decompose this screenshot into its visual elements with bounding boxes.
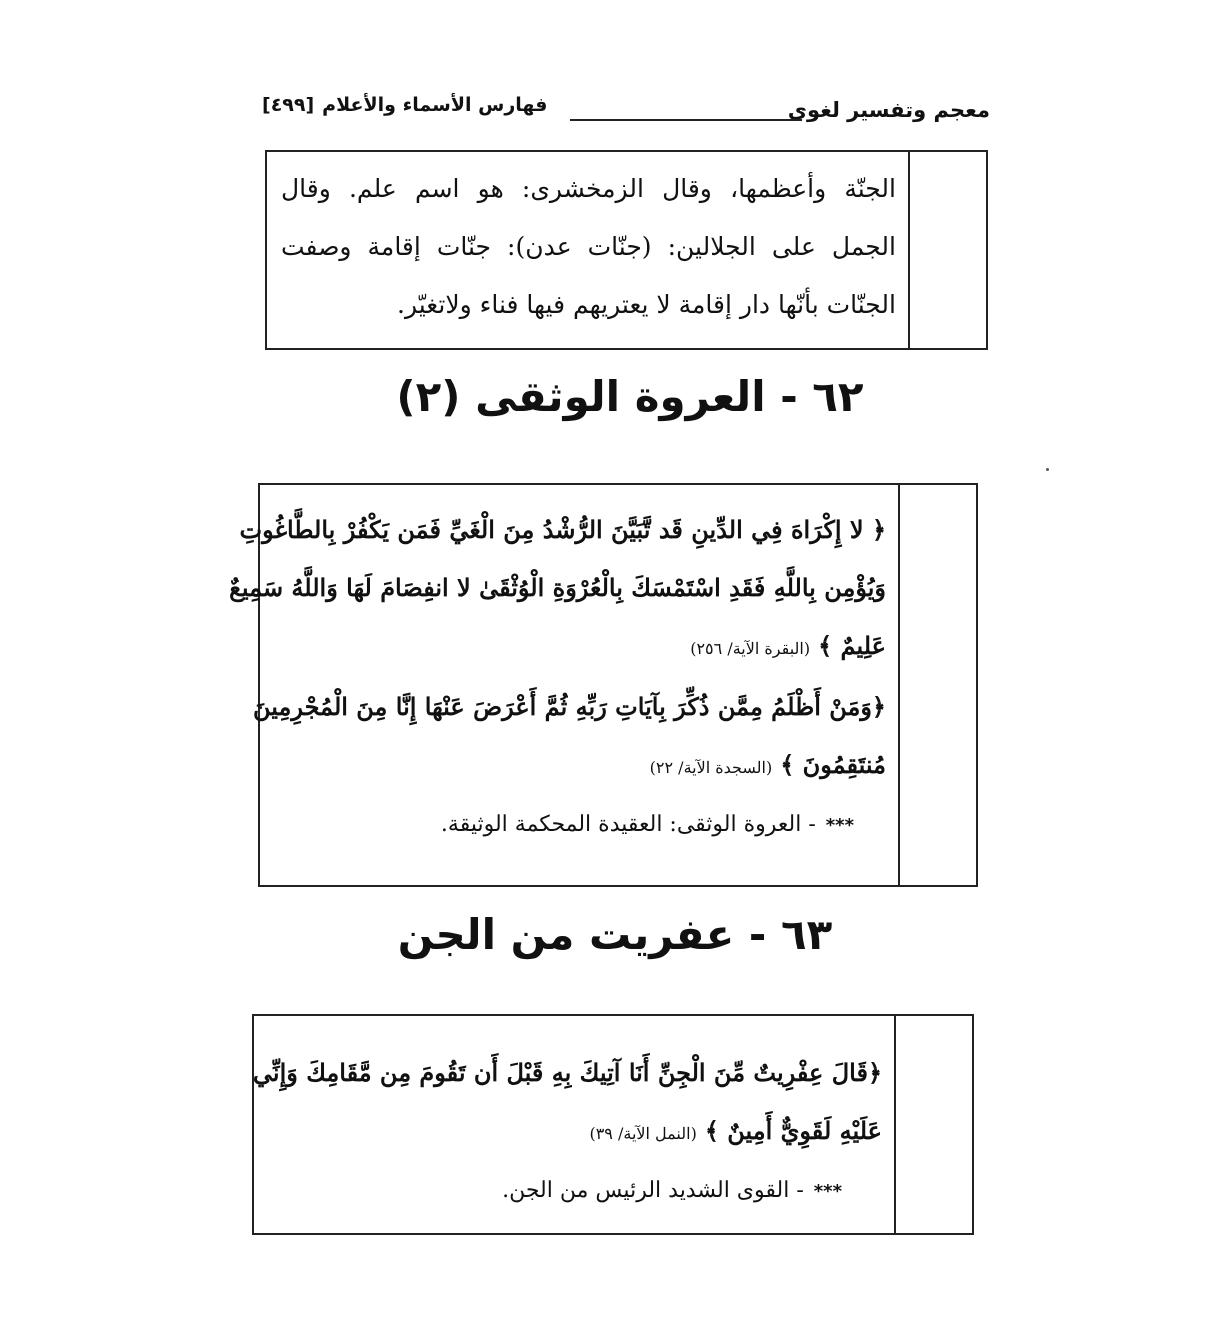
entry-62-content: [229, 485, 900, 885]
verse-text: عَلِيمٌ ﴾: [818, 631, 886, 660]
entry-61-continued-box: [265, 150, 988, 350]
book-title: معجم وتفسير لغوى: [787, 98, 990, 122]
entry-62-box: [229, 483, 978, 887]
definition-note: [268, 1163, 882, 1220]
verse-line: ﴿قَالَ عِفْرِيتٌ مِّنَ الْجِنِّ أَنَا آتِيكَ بِهِ قَبْلَ أَن تَقُومَ مِن مَّقَامِكَ وَإِنِّي: [252, 1058, 882, 1087]
entry-63-box: [252, 1014, 974, 1235]
margin-column: [894, 1016, 972, 1233]
text-line: الجنّات بأنّها دار إقامة لا يعتريهم فيها فناء ولاتغيّر.: [397, 290, 896, 319]
verse-text: عَلَيْهِ لَقَوِيٌّ أَمِينٌ ﴾: [704, 1116, 882, 1145]
entry-62-heading: ٦٢ - العروة الوثقى (٢): [396, 372, 864, 421]
entry-63-heading: ٦٣ - عفريت من الجن: [397, 910, 833, 959]
verse-text: مُنتَقِمُونَ ﴾: [780, 750, 886, 779]
verse-line: [274, 617, 886, 678]
page-number: [٤٩٩]: [262, 94, 315, 116]
margin-column: [908, 152, 986, 348]
header-rule: [570, 119, 802, 121]
text-line: الجنّة وأعظمها، وقال الزمخشرى: هو اسم علم. وقال: [281, 174, 896, 203]
section-title-text: فهارس الأسماء والأعلام: [322, 94, 548, 116]
entry-61-text: [267, 152, 910, 348]
definition-note: [274, 797, 886, 854]
verse-line: ﴿وَمَنْ أَظْلَمُ مِمَّن ذُكِّرَ بِآيَاتِ رَبِّهِ ثُمَّ أَعْرَضَ عَنْهَا إِنَّا مِنَ الْمُجْرِمِينَ: [252, 692, 886, 721]
verse-line: [268, 1102, 882, 1163]
note-text: - القوى الشديد الرئيس من الجن.: [502, 1178, 804, 1203]
section-title: [262, 94, 555, 116]
verse-line: وَيُؤْمِن بِاللَّهِ فَقَدِ اسْتَمْسَكَ بِالْعُرْوَةِ الْوُثْقَىٰ لا انفِصَامَ لَهَا وَاللَّهُ سَمِيعٌ: [229, 573, 886, 602]
margin-column: [898, 485, 976, 885]
entry-63-content: [254, 1016, 896, 1233]
note-text: - العروة الوثقى: العقيدة المحكمة الوثيقة.: [440, 812, 816, 837]
verse-reference: (البقرة الآية/ ٢٥٦): [690, 639, 811, 658]
verse-reference: (السجدة الآية/ ٢٢): [649, 758, 773, 777]
running-head: [262, 94, 990, 130]
verse-reference: (النمل الآية/ ٣٩): [589, 1124, 697, 1143]
verse-line: ﴿ لا إِكْرَاهَ فِي الدِّينِ قَد تَّبَيَّنَ الرُّشْدُ مِنَ الْغَيِّ فَمَن يَكْفُرْ بِالطَّاغُوتِ: [239, 515, 886, 544]
note-stars: ***: [825, 815, 854, 836]
verse-line: [274, 736, 886, 797]
scan-speck: [1046, 468, 1049, 471]
text-line: الجمل على الجلالين: (جنّات عدن): جنّات إقامة وصفت: [281, 232, 896, 261]
note-stars: ***: [813, 1181, 842, 1202]
